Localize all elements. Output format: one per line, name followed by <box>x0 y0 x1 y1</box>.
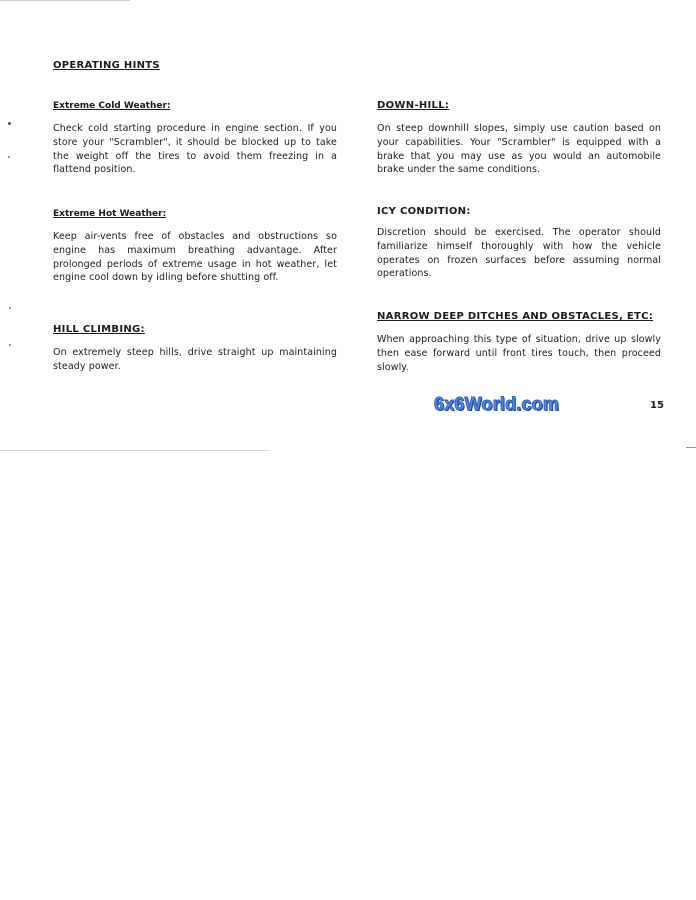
scan-speck <box>9 344 11 346</box>
section-heading: DOWN-HILL: <box>377 100 450 111</box>
scan-speck <box>8 122 11 125</box>
section-hill-climbing <box>53 324 337 374</box>
section-body: On extremely steep hills, drive straight up maintaining steady power. <box>53 347 337 372</box>
section-heading: ICY CONDITION: <box>377 206 471 217</box>
section-extreme-cold <box>53 100 337 177</box>
page-title: OPERATING HINTS <box>53 60 160 71</box>
section-heading: Extreme Cold Weather: <box>53 101 171 111</box>
scan-line <box>686 447 696 448</box>
scan-line <box>0 450 270 451</box>
section-body: When approaching this type of situation, drive up slowly then ease forward until front tires touch, then proceed slowly. <box>377 334 661 373</box>
section-heading: NARROW DEEP DITCHES AND OBSTACLES, ETC: <box>377 311 654 322</box>
scan-line <box>0 0 130 1</box>
watermark-logo: 6x6World.com <box>434 394 560 414</box>
section-body: Discretion should be exercised. The operator should familiarize himself thoroughly with how the vehicle operates on frozen surfaces before assuming normal operations. <box>377 227 661 280</box>
section-icy-condition <box>377 206 661 281</box>
scan-speck <box>9 307 11 309</box>
section-body: Check cold starting procedure in engine section. If you store your "Scrambler", it should be blocked up to take the weight off the tires to avoid them freezing in a flattend position. <box>53 123 337 176</box>
section-heading: HILL CLIMBING: <box>53 324 145 335</box>
section-body: On steep downhill slopes, simply use caution based on your capabilities. Your "Scrambler" is equipped with a brake that you may use as you would an automobile brake under the same conditions. <box>377 123 661 176</box>
section-heading: Extreme Hot Weather: <box>53 209 167 219</box>
section-extreme-hot <box>53 208 337 285</box>
section-body: Keep air-vents free of obstacles and obstructions so engine has maximum breathing advantage. After prolonged periods of extreme usage in hot weather, let engine cool down by idling before shutting off. <box>53 231 337 284</box>
scan-speck <box>8 156 10 158</box>
section-down-hill <box>377 100 661 177</box>
section-narrow-ditches <box>377 311 661 374</box>
page-number: 15 <box>650 400 664 411</box>
